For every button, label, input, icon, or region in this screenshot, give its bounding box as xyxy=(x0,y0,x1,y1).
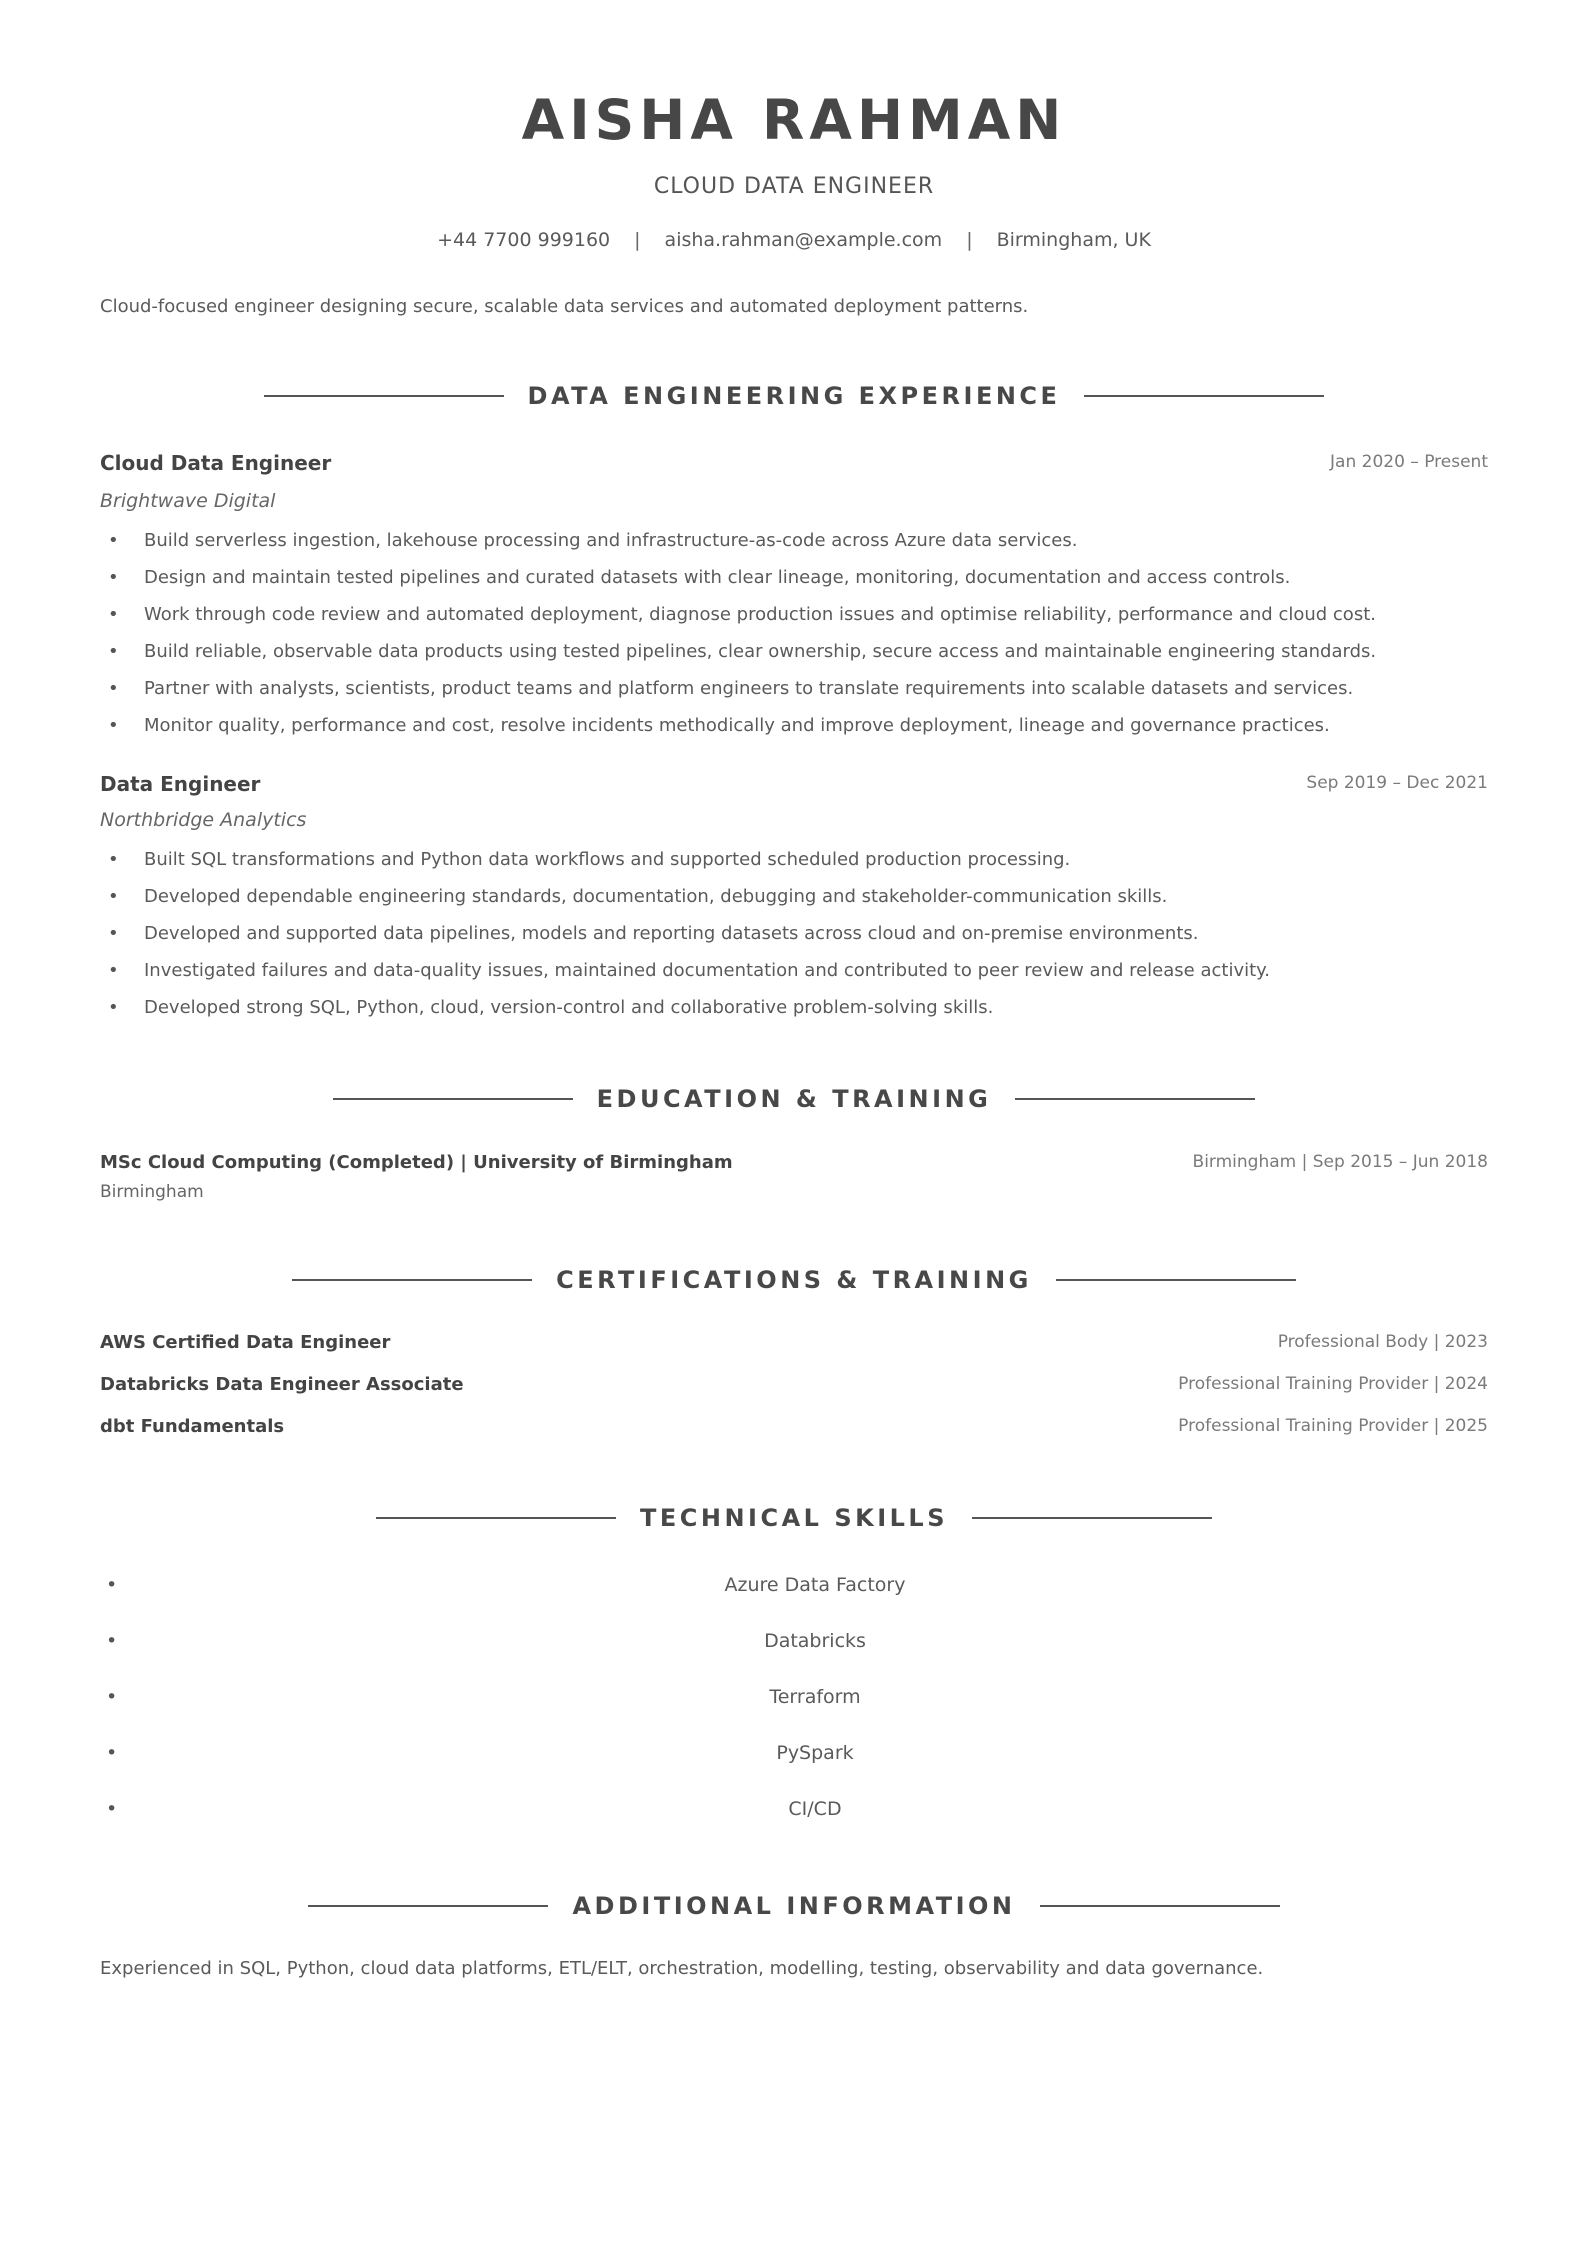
contact-separator: | xyxy=(966,229,973,251)
list-item: • Investigated failures and data-quality issues, maintained documentation and contributed to peer review and release activity. xyxy=(100,957,1500,994)
list-item: • Build serverless ingestion, lakehouse processing and infrastructure-as-code across Azure data services. xyxy=(100,527,1500,564)
contact-separator: | xyxy=(634,229,641,251)
contact-line xyxy=(0,226,1588,254)
job-bullets xyxy=(100,527,1500,749)
section-title: CERTIFICATIONS & TRAINING xyxy=(556,1266,1032,1294)
certification-meta: Professional Training Provider | 2025 xyxy=(1178,1416,1488,1436)
section-rule-right xyxy=(1056,1279,1296,1281)
additional-info-text: Experienced in SQL, Python, cloud data platforms, ETL/ELT, orchestration, modelling, testing, observability and data governance. xyxy=(100,1958,1264,1979)
job-role: Cloud Data Engineer xyxy=(100,451,332,475)
skill-item: • Azure Data Factory xyxy=(100,1571,1530,1627)
education-title: MSc Cloud Computing (Completed) | University of Birmingham xyxy=(100,1152,733,1173)
list-item: • Partner with analysts, scientists, product teams and platform engineers to translate requirements into scalable datasets and services. xyxy=(100,675,1500,712)
section-rule-left xyxy=(333,1098,573,1100)
certification-name: Databricks Data Engineer Associate xyxy=(100,1374,464,1395)
section-header-education xyxy=(0,1079,1588,1119)
list-item: • Developed strong SQL, Python, cloud, version-control and collaborative problem-solving skills. xyxy=(100,994,1500,1031)
phone: +44 7700 999160 xyxy=(437,229,611,251)
skill-item: • Terraform xyxy=(100,1683,1530,1739)
location: Birmingham, UK xyxy=(996,229,1151,251)
certification-name: AWS Certified Data Engineer xyxy=(100,1332,391,1353)
section-header-certifications xyxy=(0,1260,1588,1300)
list-item: • Developed dependable engineering standards, documentation, debugging and stakeholder-communication skills. xyxy=(100,883,1500,920)
list-item: • Build reliable, observable data products using tested pipelines, clear ownership, secure access and maintainable engineering standards. xyxy=(100,638,1500,675)
section-rule-right xyxy=(1084,395,1324,397)
section-header-experience xyxy=(0,376,1588,416)
list-item: • Monitor quality, performance and cost, resolve incidents methodically and improve deployment, lineage and governance practices. xyxy=(100,712,1500,749)
certification-meta: Professional Body | 2023 xyxy=(1277,1332,1488,1352)
list-item: • Developed and supported data pipelines, models and reporting datasets across cloud and on-premise environments. xyxy=(100,920,1500,957)
candidate-name: AISHA RAHMAN xyxy=(521,88,1067,152)
section-rule-right xyxy=(1015,1098,1255,1100)
education-meta: Birmingham | Sep 2015 – Jun 2018 xyxy=(1192,1152,1488,1172)
email: aisha.rahman@example.com xyxy=(664,229,943,251)
section-rule-right xyxy=(972,1517,1212,1519)
list-item: • Work through code review and automated deployment, diagnose production issues and optimise reliability, performance and cloud cost. xyxy=(100,601,1500,638)
job-bullets xyxy=(100,846,1500,1031)
certification-meta: Professional Training Provider | 2024 xyxy=(1178,1374,1488,1394)
list-item: • Design and maintain tested pipelines and curated datasets with clear lineage, monitoring, documentation and access controls. xyxy=(100,564,1500,601)
section-rule-right xyxy=(1040,1905,1280,1907)
job-company: Brightwave Digital xyxy=(100,490,276,512)
job-role: Data Engineer xyxy=(100,772,261,796)
skill-item: • CI/CD xyxy=(100,1795,1530,1851)
section-rule-left xyxy=(376,1517,616,1519)
section-title: EDUCATION & TRAINING xyxy=(596,1085,992,1113)
section-header-skills xyxy=(0,1498,1588,1538)
section-rule-left xyxy=(264,395,504,397)
education-location: Birmingham xyxy=(100,1182,204,1202)
job-company: Northbridge Analytics xyxy=(100,809,307,831)
skills-list xyxy=(100,1571,1530,1851)
summary: Cloud-focused engineer designing secure, scalable data services and automated deployment patterns. xyxy=(100,296,1029,317)
job-dates: Jan 2020 – Present xyxy=(1330,452,1488,472)
skill-item: • PySpark xyxy=(100,1739,1530,1795)
section-title: ADDITIONAL INFORMATION xyxy=(572,1892,1016,1920)
section-title: TECHNICAL SKILLS xyxy=(640,1504,948,1532)
skill-item: • Databricks xyxy=(100,1627,1530,1683)
section-header-additional xyxy=(0,1886,1588,1926)
certification-name: dbt Fundamentals xyxy=(100,1416,285,1437)
section-rule-left xyxy=(292,1279,532,1281)
section-rule-left xyxy=(308,1905,548,1907)
candidate-title: CLOUD DATA ENGINEER xyxy=(653,174,935,199)
section-title: DATA ENGINEERING EXPERIENCE xyxy=(527,382,1061,410)
list-item: • Built SQL transformations and Python data workflows and supported scheduled production processing. xyxy=(100,846,1500,883)
job-dates: Sep 2019 – Dec 2021 xyxy=(1306,773,1488,793)
